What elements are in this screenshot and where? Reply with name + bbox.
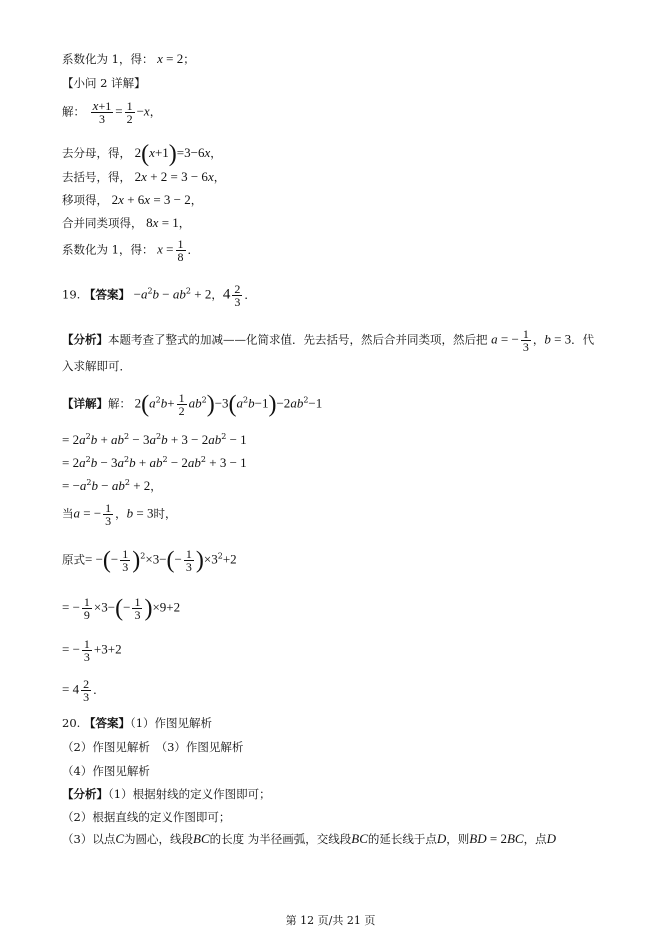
evaluate-line-4: = 4 $\frac{2}{3}$ ．: [62, 677, 105, 704]
substitution-line: 当a = − $\frac{1}{3}$ ，b = 3时，: [62, 501, 177, 528]
section-heading-q2: 【小问 2 详解】: [62, 76, 146, 90]
analysis-20-line-3: （3）以点C为圆心，线段BC的长度 为半径画弧，交线段BC的延长线于点D，则BD = 2BC，点D: [62, 831, 556, 846]
page-footer: 第 12 页/共 21 页: [285, 914, 376, 927]
line-step-coefficient: 系数化为 1，得： x = $\frac{1}{8}$ ．: [62, 237, 200, 264]
line-step-combine: 合并同类项得， 8x = 1，: [62, 215, 191, 230]
evaluate-line-2: = − $\frac{1}{9}$ ×3−(− $\frac{1}{3}$ )×9+2: [62, 595, 181, 622]
line-step-move: 移项得， 2x + 6x = 3 − 2，: [62, 192, 203, 207]
analysis-20-line-2: （2）根据直线的定义作图即可；: [62, 810, 231, 824]
expand-line-1: = $2a^2b + ab^2 - 3a^2b + 3 - 2ab^2 - 1$: [62, 431, 247, 447]
line-step-denominator: 去分母，得， 2(x+1)=3−6x，: [62, 141, 222, 167]
analysis-20: 【分析】（1）根据射线的定义作图即可；: [62, 787, 271, 801]
analysis-19: 【分析】本题考查了整式的加减——化简求值．先去括号，然后合并同类项，然后把 a = − $\frac{1}{3}$ ，b = 3．代: [62, 327, 595, 354]
line-step-brackets: 去括号，得， 2x + 2 = 3 − 6x，: [62, 169, 226, 184]
line-1: 系数化为 1，得： x = 2；: [62, 51, 195, 66]
line-equation: 解： $\frac{x+1}{3}$ = $\frac{1}{2}$ −x，: [62, 98, 162, 126]
evaluate-line-3: = − $\frac{1}{3}$ +3+2: [62, 637, 122, 664]
expand-line-3: = $-a^2b - ab^2 + 2$，: [62, 477, 162, 493]
expand-line-2: = $2a^2b - 3a^2b + ab^2 - 2ab^2 + 3 - 1$: [62, 454, 247, 470]
answer-20-line-2: （2）作图见解析 （3）作图见解析: [62, 740, 244, 754]
evaluate-line-1: 原式= −(− $\frac{1}{3}$ )$^2$×3−(− $\frac{1}{3}$ )$\times 3^2+2$: [62, 547, 237, 574]
analysis-19-cont: 入求解即可．: [62, 359, 131, 373]
answer-20-line-3: （4）作图见解析: [62, 764, 150, 778]
detail-19: 【详解】解： $2(a^2b+$ $\frac{1}{2}$ $ab^2)-3(a^2b-1)-2ab^2-1$: [62, 391, 323, 418]
answer-20: 20. 【答案】（1）作图见解析: [62, 716, 213, 730]
answer-19: 19. 【答案】 $-a^2b - ab^2 + 2$，4 $\frac{2}{3}$ ．: [62, 282, 256, 309]
